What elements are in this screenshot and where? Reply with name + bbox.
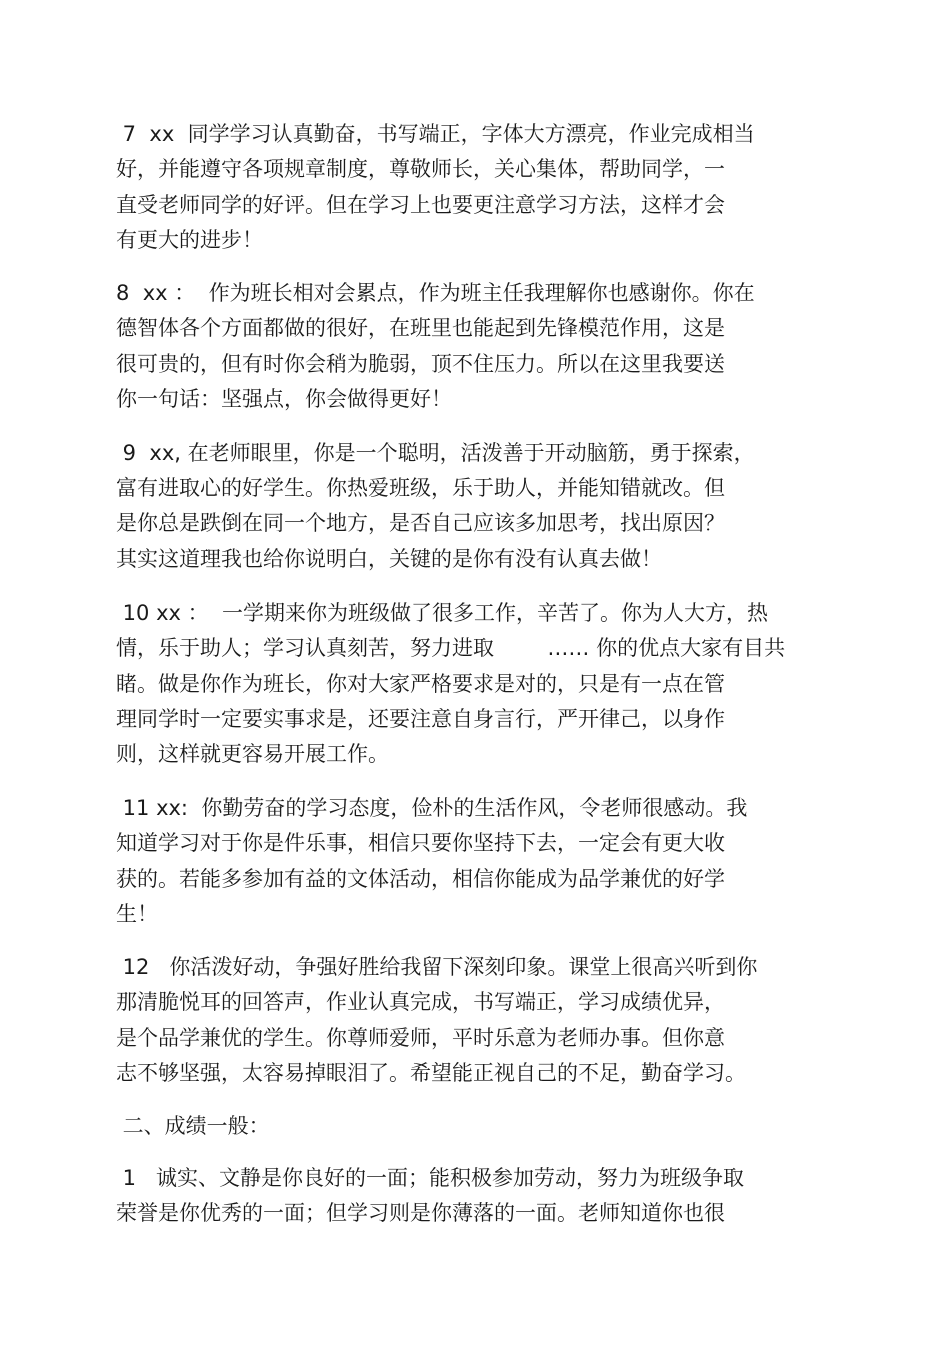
paragraph-line: 你一句话：坚强点，你会做得更好！ — [116, 387, 452, 411]
paragraph-line: 情，乐于助人；学习认真刻苦，努力进取 …… 你的优点大家有目共 — [116, 636, 786, 660]
paragraph-line: 知道学习对于你是件乐事，相信只要你坚持下去，一定会有更大收 — [116, 831, 725, 855]
paragraph-line: 那清脆悦耳的回答声，作业认真完成，书写端正，学习成绩优异， — [116, 990, 725, 1014]
paragraph-line: 则，这样就更容易开展工作。 — [116, 742, 389, 766]
paragraph-line: 12 你活泼好动，争强好胜给我留下深刻印象。课堂上很高兴听到你 — [116, 955, 758, 979]
paragraph-line: 是个品学兼优的学生。你尊师爱师，平时乐意为老师办事。但你意 — [116, 1026, 725, 1050]
paragraph-line: 其实这道理我也给你说明白，关键的是你有没有认真去做！ — [116, 547, 662, 571]
paragraph-line: 有更大的进步！ — [116, 228, 263, 252]
paragraph-line: 直受老师同学的好评。但在学习上也要更注意学习方法，这样才会 — [116, 193, 725, 217]
paragraph-line: 生！ — [116, 902, 158, 926]
paragraph-line: 很可贵的，但有时你会稍为脆弱，顶不住压力。所以在这里我要送 — [116, 352, 725, 376]
paragraph-line: 志不够坚强，太容易掉眼泪了。希望能正视自己的不足，勤奋学习。 — [116, 1061, 746, 1085]
paragraph-line: 荣誉是你优秀的一面；但学习则是你薄落的一面。老师知道你也很 — [116, 1201, 725, 1225]
paragraph-line: 1 诚实、文静是你良好的一面；能积极参加劳动，努力为班级争取 — [116, 1166, 745, 1190]
paragraph-line: 德智体各个方面都做的很好，在班里也能起到先锋模范作用，这是 — [116, 316, 725, 340]
paragraph-line: 是你总是跌倒在同一个地方，是否自己应该多加思考，找出原因？ — [116, 511, 725, 535]
paragraph-line: 获的。若能多参加有益的文体活动，相信你能成为品学兼优的好学 — [116, 867, 725, 891]
paragraph-line: 9 xx, 在老师眼里，你是一个聪明，活泼善于开动脑筋，勇于探索， — [116, 441, 755, 465]
paragraph-line: 好，并能遵守各项规章制度，尊敬师长，关心集体，帮助同学，一 — [116, 157, 725, 181]
paragraph-line: 富有进取心的好学生。你热爱班级，乐于助人，并能知错就改。但 — [116, 476, 725, 500]
paragraph-line: 11 xx: 你勤劳奋的学习态度，俭朴的生活作风，令老师很感动。我 — [116, 796, 748, 820]
paragraph-line: 睹。做是你作为班长，你对大家严格要求是对的，只是有一点在管 — [116, 672, 725, 696]
paragraph-line: 8 xx ： 作为班长相对会累点，作为班主任我理解你也感谢你。你在 — [116, 281, 755, 305]
paragraph-line: 7 xx 同学学习认真勤奋，书写端正，字体大方漂亮，作业完成相当 — [116, 122, 755, 146]
paragraph-line: 理同学时一定要实事求是，还要注意自身言行，严开律己，以身作 — [116, 707, 725, 731]
paragraph-line: 10 xx ： 一学期来你为班级做了很多工作，辛苦了。你为人大方，热 — [116, 601, 768, 625]
section-heading-text: 二、成绩一般： — [116, 1114, 270, 1138]
